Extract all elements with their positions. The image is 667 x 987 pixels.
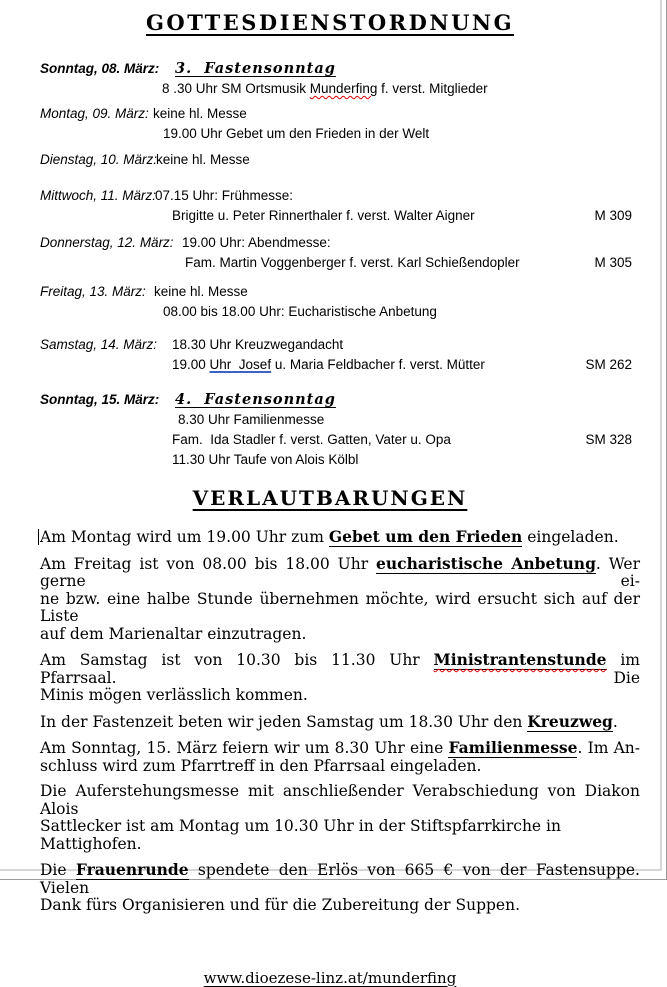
paragraph-line: [40, 860, 645, 897]
text-segment: 19.00: [172, 357, 210, 372]
misspelled-word: Munderfing: [309, 81, 378, 96]
entry-date: Montag, 09. März:: [40, 106, 149, 121]
text-segment: 8 .30 Uhr SM Ortsmusik: [162, 81, 310, 96]
text-segment: . Wer gerne ei-: [40, 554, 645, 590]
text-segment: Am Freitag ist von 08.00 bis 18.00 Uhr: [40, 554, 377, 573]
feast-day-name: 4. Fastensonntag: [175, 391, 336, 408]
schedule: [40, 59, 632, 470]
text-segment: ne bzw. eine halbe Stunde übernehmen möchte, wird ersucht sich auf der Liste: [40, 589, 645, 625]
text-segment: . Im An-: [577, 739, 641, 757]
text-segment: auf dem Marienaltar einzutragen.: [40, 624, 307, 643]
schedule-entry: [40, 150, 632, 170]
entry-line: [40, 430, 632, 450]
paragraph-line: [40, 758, 640, 776]
announcement-paragraph: [40, 553, 645, 644]
text-segment: Sattlecker ist am Montag um 10.30 Uhr in der Stiftspfarrkirche in Mattighofen.: [40, 817, 566, 853]
paragraph-line: [40, 553, 645, 591]
schedule-entry: [40, 335, 632, 375]
entry-line: [40, 233, 632, 253]
paragraph-line: [40, 687, 640, 705]
text-segment: 11.30 Uhr Taufe von Alois Kölbl: [172, 452, 359, 467]
footer-link[interactable]: www.dioezese-linz.at/munderfing: [203, 968, 457, 987]
announcement-paragraph: [40, 650, 645, 705]
text-segment: u. Maria Feldbacher f. verst. Mütter: [271, 357, 485, 372]
text-segment: f. verst. Mitglieder: [377, 81, 488, 96]
mass-reference-code: M 309: [594, 208, 632, 223]
text-cursor: [38, 529, 39, 545]
text-segment: Die: [40, 861, 76, 879]
entry-date: Dienstag, 10. März:: [40, 152, 158, 167]
entry-line: [40, 59, 632, 79]
entry-line: [40, 124, 632, 144]
paragraph-line: [40, 589, 645, 626]
page-title: GOTTESDIENSTORDNUNG: [145, 10, 515, 35]
entry-date: Sonntag, 08. März:: [40, 61, 160, 76]
text-segment: im Pfarrsaal. Die: [40, 651, 645, 687]
schedule-entry: [40, 59, 632, 99]
grammar-flagged-text: Uhr Josef: [209, 357, 272, 372]
paragraph-line: [40, 650, 645, 687]
entry-line: [40, 150, 632, 170]
text-segment: In der Fastenzeit beten wir jeden Samstag um 18.30 Uhr den: [40, 712, 528, 731]
text-segment: schluss wird zum Pfarrtreff in den Pfarrsaal eingeladen.: [40, 756, 482, 775]
entry-line: [40, 253, 632, 273]
text-segment: 19.00 Uhr: Abendmesse:: [182, 235, 331, 250]
mass-reference-code: M 305: [594, 255, 632, 270]
text-segment: 08.00 bis 18.00 Uhr: Eucharistische Anbetung: [163, 304, 437, 319]
text-segment: Minis mögen verlässlich kommen.: [40, 686, 308, 704]
text-segment: 19.00 Uhr Gebet um den Frieden in der Welt: [163, 126, 430, 141]
paragraph-line: [40, 782, 645, 818]
schedule-entry: [40, 282, 632, 322]
text-segment: Fam. Ida Stadler f. verst. Gatten, Vater u. Opa: [172, 432, 451, 447]
text-segment: Die Auferstehungsmesse mit anschließender Verabschiedung von Diakon Alois: [40, 782, 645, 818]
paragraph-line: [40, 713, 640, 732]
emphasized-text: Frauenrunde: [75, 860, 189, 879]
feast-day-name: 3. Fastensonntag: [175, 60, 336, 77]
announcement-paragraph: [40, 528, 640, 547]
entry-line: [40, 355, 632, 375]
entry-line: [40, 390, 632, 410]
text-segment: Dank fürs Organisieren und für die Zubereitung der Suppen.: [40, 896, 521, 914]
emphasized-text: Gebet um den Frieden: [328, 527, 523, 546]
announcement-paragraph: [40, 860, 645, 915]
entry-line: [40, 335, 632, 355]
entry-date: Freitag, 13. März:: [40, 284, 146, 299]
text-segment: .: [612, 712, 618, 731]
emphasized-text: eucharistische Anbetung: [376, 553, 596, 573]
announcements-title: VERLAUTBARUNGEN: [192, 486, 468, 510]
entry-line: [40, 450, 632, 470]
emphasized-text: Kreuzweg: [527, 711, 613, 731]
entry-line: [40, 79, 632, 99]
mass-reference-code: SM 328: [585, 432, 632, 447]
text-segment: keine hl. Messe: [154, 284, 248, 299]
emphasized-text: Ministrantenstunde: [433, 650, 607, 669]
text-segment: keine hl. Messe: [156, 152, 250, 167]
text-segment: spendete den Erlös von 665 € von der Fastensuppe. Vielen: [40, 861, 645, 897]
entry-date: Sonntag, 15. März:: [40, 392, 160, 407]
entry-line: [40, 206, 632, 226]
schedule-entry: [40, 186, 632, 226]
schedule-entry: [40, 390, 632, 470]
entry-line: [40, 282, 632, 302]
paragraph-line: [40, 626, 640, 644]
announcement-paragraph: [40, 739, 640, 775]
text-segment: eingeladen.: [522, 528, 619, 546]
footer: [0, 969, 660, 987]
entry-date: Samstag, 14. März:: [40, 337, 158, 352]
emphasized-text: Familienmesse: [448, 738, 578, 757]
announcement-paragraph: [40, 782, 645, 853]
text-segment: 8.30 Uhr Familienmesse: [178, 412, 325, 427]
text-segment: Fam. Martin Voggenberger f. verst. Karl Schießendopler: [185, 255, 520, 270]
entry-line: [40, 302, 632, 322]
paragraph-line: [40, 739, 640, 758]
text-segment: 07.15 Uhr: Frühmesse:: [155, 188, 294, 203]
paragraph-line: [40, 528, 640, 547]
entry-line: [40, 410, 632, 430]
schedule-entry: [40, 104, 632, 144]
text-segment: keine hl. Messe: [153, 106, 247, 121]
entry-line: [40, 186, 632, 206]
entry-date: Donnerstag, 12. März:: [40, 235, 174, 250]
schedule-entry: [40, 233, 632, 273]
announcement-paragraph: [40, 713, 640, 732]
announcements: [40, 527, 645, 915]
paragraph-line: [40, 818, 640, 853]
text-segment: Am Montag wird um 19.00 Uhr zum: [40, 528, 329, 546]
mass-reference-code: SM 262: [585, 357, 632, 372]
text-segment: Brigitte u. Peter Rinnerthaler f. verst. Walter Aigner: [172, 208, 475, 223]
entry-line: [40, 104, 632, 124]
text-segment: 18.30 Uhr Kreuzwegandacht: [172, 337, 344, 352]
text-segment: Am Samstag ist von 10.30 bis 11.30 Uhr: [40, 651, 434, 669]
text-segment: Am Sonntag, 15. März feiern wir um 8.30 Uhr eine: [40, 739, 449, 757]
paragraph-line: [40, 897, 640, 915]
entry-date: Mittwoch, 11. März:: [40, 188, 157, 203]
